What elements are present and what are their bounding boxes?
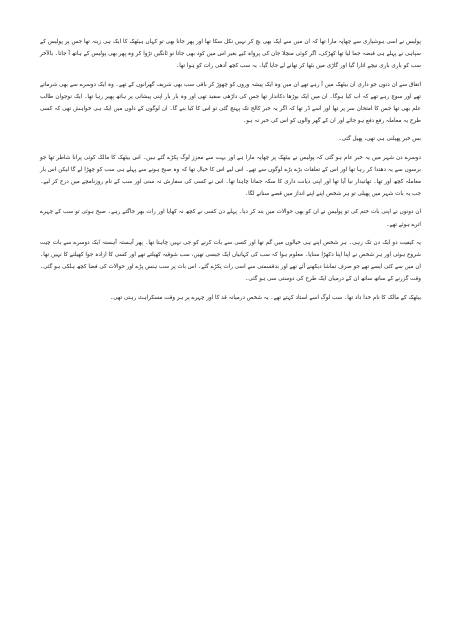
document-body [40,36,421,310]
paragraph: بس خبر پھیلنی ہی تھی، پھیل گئی۔ [338,136,421,143]
paragraph: دوسرے دن شہر میں یہ خبر عام ہو گئی کہ پولیس نے بیٹھک پر چھاپہ مارا ہے اور بہت سے معزز لوگ پکڑے گئے ہیں۔ اس بیٹھک کا مالک کوئی پرانا شاطر تھا جو برسوں سے یہ دھندا کر رہا تھا اور اس کے تعلقات بڑے بڑے لوگوں سے تھے۔ اس لیے اس کا خیال تھا کہ وہ صبح ہونے سے پہلے ہی سب کو چھڑا لے گا لیکن اس بار معاملہ کچھ اور تھا۔ تھانیدار نیا آیا تھا اور اپنی دیانت داری کا سکہ جمانا چاہتا تھا۔ اس نے کسی کی سفارش نہ سنی اور سب کے نام روزنامچے میں درج کر لیے۔ جب یہ بات شہر میں پھیلی تو ہر شخص اپنے اپنے انداز میں قصے سنانے لگا۔ [40,154,421,198]
paragraph: اتفاق سے ان دنوں جو داری ان بیٹھک میں آ رہے تھے ان میں وہ ایک پیشہ وروں کو چھوڑ کر باقی سب بھی شریف گھرانوں کے تھے۔ وہ ایک دوسرے سے بھی شرماتے تھے اور سوچ رہے تھے کہ اب کیا ہوگا۔ ان میں ایک بوڑھا دکاندار تھا جس کی داڑھی سفید تھی اور وہ بار بار اپنی پیشانی پر ہاتھ پھیر رہا تھا۔ ایک نوجوان طالب علم بھی تھا جس کا امتحان سر پر تھا اور اسے ڈر تھا کہ اگر یہ خبر کالج تک پہنچ گئی تو اس کا کیا بنے گا۔ ان لوگوں کے دلوں میں ایک ہی خواہش تھی کہ کسی طرح یہ معاملہ رفع دفع ہو جائے اور ان کے گھر والوں کو اس کی خبر نہ ہو۔ [40,81,421,125]
paragraph: بیٹھک کے مالک کا نام خدا داد تھا۔ سب لوگ اسے استاد کہتے تھے۔ یہ شخص درمیانہ قد کا اور چہرے پر ہر وقت مسکراہٹ رہتی تھی۔ [109,294,421,301]
paragraph: ان دونوں نے اپنی بات ختم کی تو پولیس نے ان کو بھی حوالات میں بند کر دیا۔ پہلے دن کسی نے کچھ نہ کھایا اور رات بھر جاگتے رہے۔ صبح ہوئی تو سب کے چہرے اترے ہوئے تھے۔ [40,209,421,228]
paragraph: پولیس نے اسی ہوشیاری سے چھاپہ مارا تھا کہ ان میں سے ایک بھی بچ کر نہیں نکل سکا تھا اور پھر جانا بھی تو کہاں ہیٹھک کا ایک ہی زینہ تھا جس پر پولیس کے سپاہی نے پہلے ہی قبضہ جما لیا تھا کھڑکی، اگر کوئی منچلا جان کی پرواہ کیے بغیر اس میں کود بھی جاتا تو ٹانگیں تڑوا کر وہ پھر بھی پولیس کے ہاتھ آ جاتا۔ بالآخر سب کو باری باری نیچے اتارا گیا اور گاڑی میں بٹھا کر تھانے لے جایا گیا۔ یہ سب کچھ آدھی رات کو ہوا تھا۔ [40,39,421,70]
paragraph: یہ کیفیت دو ایک دن تک رہی۔ ہر شخص اپنے ہی خیالوں میں گم تھا اور کسی سے بات کرنے کو جی نہیں چاہتا تھا۔ پھر آہستہ آہستہ ایک دوسرے سے بات چیت شروع ہوئی اور ہر شخص نے اپنا اپنا دکھڑا سنایا۔ معلوم ہوا کہ سب کی کہانیاں ایک جیسی تھیں، سب شوقیہ کھیلتے تھے اور کسی کا ارادہ جوا کھیلنے کا نہیں تھا۔ ان میں سے کئی ایسے تھے جو صرف تماشا دیکھنے آئے تھے اور بدقسمتی سے اسی رات پکڑے گئے۔ اس بات پر سب ہنس پڑے اور حوالات کی فضا کچھ ہلکی ہو گئی۔ وقت گزرنے کے ساتھ ساتھ ان کے درمیان ایک طرح کی دوستی سی ہو گئی۔ [40,239,421,283]
